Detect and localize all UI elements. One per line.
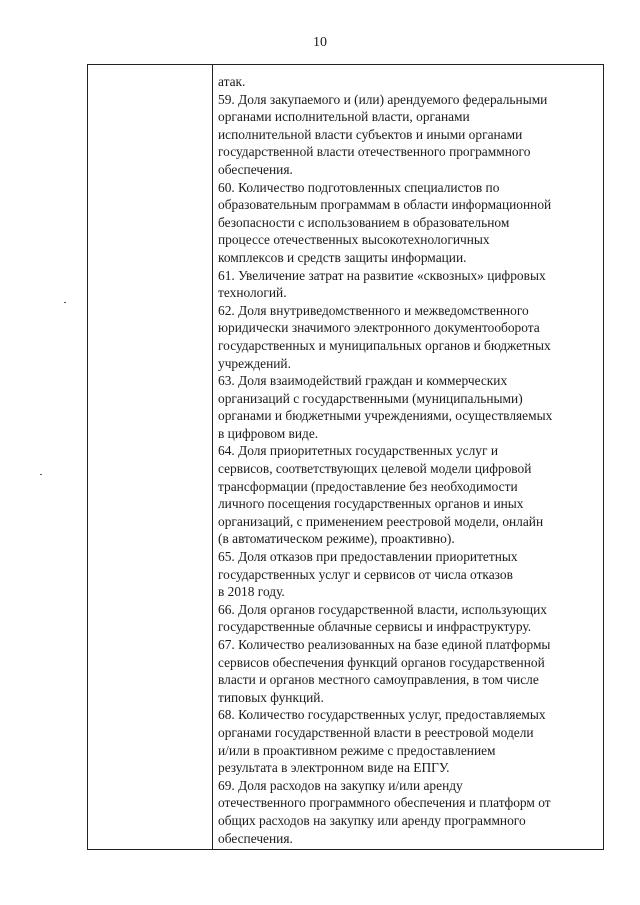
table-left-cell xyxy=(88,65,212,849)
text-line: власти и органов местного самоуправления, в том числе xyxy=(218,672,539,688)
text-line: отечественного программного обеспечения и платформ от xyxy=(218,795,551,811)
text-line: 64. Доля приоритетных государственных услуг и xyxy=(218,443,498,459)
text-line: образовательным программам в области информационной xyxy=(218,197,552,213)
text-line: сервисов, соответствующих целевой модели цифровой xyxy=(218,461,532,477)
text-line: организаций с государственными (муниципальными) xyxy=(218,390,523,406)
text-line: 63. Доля взаимодействий граждан и коммерческих xyxy=(218,373,508,389)
table-right-cell xyxy=(218,73,600,847)
text-line: атак. xyxy=(218,74,246,89)
text-line: общих расходов на закупку или аренду программного xyxy=(218,812,526,828)
text-line: (в автоматическом режиме), проактивно). xyxy=(218,531,455,547)
text-line: органами государственной власти в реестровой модели xyxy=(218,724,534,740)
text-line: государственной власти отечественного программного xyxy=(218,144,531,160)
text-line: исполнительной власти субъектов и иными органами xyxy=(218,126,523,142)
text-line: комплексов и средств защиты информации. xyxy=(218,249,467,265)
indicator-text xyxy=(218,73,600,847)
indicators-table xyxy=(87,64,604,850)
text-line: безопасности с использованием в образовательном xyxy=(218,214,510,230)
text-line: учреждений. xyxy=(218,355,291,371)
text-line: государственных услуг и сервисов от числа отказов xyxy=(218,566,513,582)
text-line: государственные облачные сервисы и инфраструктуру. xyxy=(218,619,532,635)
text-line: обеспечения. xyxy=(218,830,293,846)
text-line: 59. Доля закупаемого и (или) арендуемого федеральными xyxy=(218,91,548,107)
text-line: органами исполнительной власти, органами xyxy=(218,109,470,125)
column-divider xyxy=(212,65,213,849)
text-line: 65. Доля отказов при предоставлении приоритетных xyxy=(218,549,518,565)
text-line: организаций, с применением реестровой модели, онлайн xyxy=(218,513,544,529)
text-line: обеспечения. xyxy=(218,161,293,177)
text-line: государственных и муниципальных органов и бюджетных xyxy=(218,337,551,353)
text-line: технологий. xyxy=(218,285,287,301)
text-line: личного посещения государственных органов и иных xyxy=(218,496,524,512)
scan-mark xyxy=(40,474,42,475)
text-line: 68. Количество государственных услуг, предоставляемых xyxy=(218,707,546,723)
text-line: процессе отечественных высокотехнологичных xyxy=(218,232,490,248)
scan-mark xyxy=(64,302,66,303)
text-line: 66. Доля органов государственной власти, использующих xyxy=(218,601,547,617)
text-line: сервисов обеспечения функций органов государственной xyxy=(218,654,545,670)
page-number: 10 xyxy=(313,35,327,50)
text-line: органами и бюджетными учреждениями, осуществляемых xyxy=(218,408,553,424)
text-line: и/или в проактивном режиме с предоставлением xyxy=(218,742,496,758)
text-line: 60. Количество подготовленных специалистов по xyxy=(218,179,500,195)
text-line: в 2018 году. xyxy=(218,584,285,600)
text-line: 62. Доля внутриведомственного и межведомственного xyxy=(218,302,529,318)
text-line: 67. Количество реализованных на базе единой платформы xyxy=(218,637,551,652)
text-line: 69. Доля расходов на закупку и/или аренду xyxy=(218,777,463,793)
text-line: типовых функций. xyxy=(218,689,324,705)
text-line: юридически значимого электронного документооборота xyxy=(218,320,540,336)
text-line: результата в электронном виде на ЕПГУ. xyxy=(218,760,450,776)
text-line: 61. Увеличение затрат на развитие «сквозных» цифровых xyxy=(218,267,546,283)
text-line: в цифровом виде. xyxy=(218,425,319,441)
text-line: трансформации (предоставление без необходимости xyxy=(218,478,518,494)
